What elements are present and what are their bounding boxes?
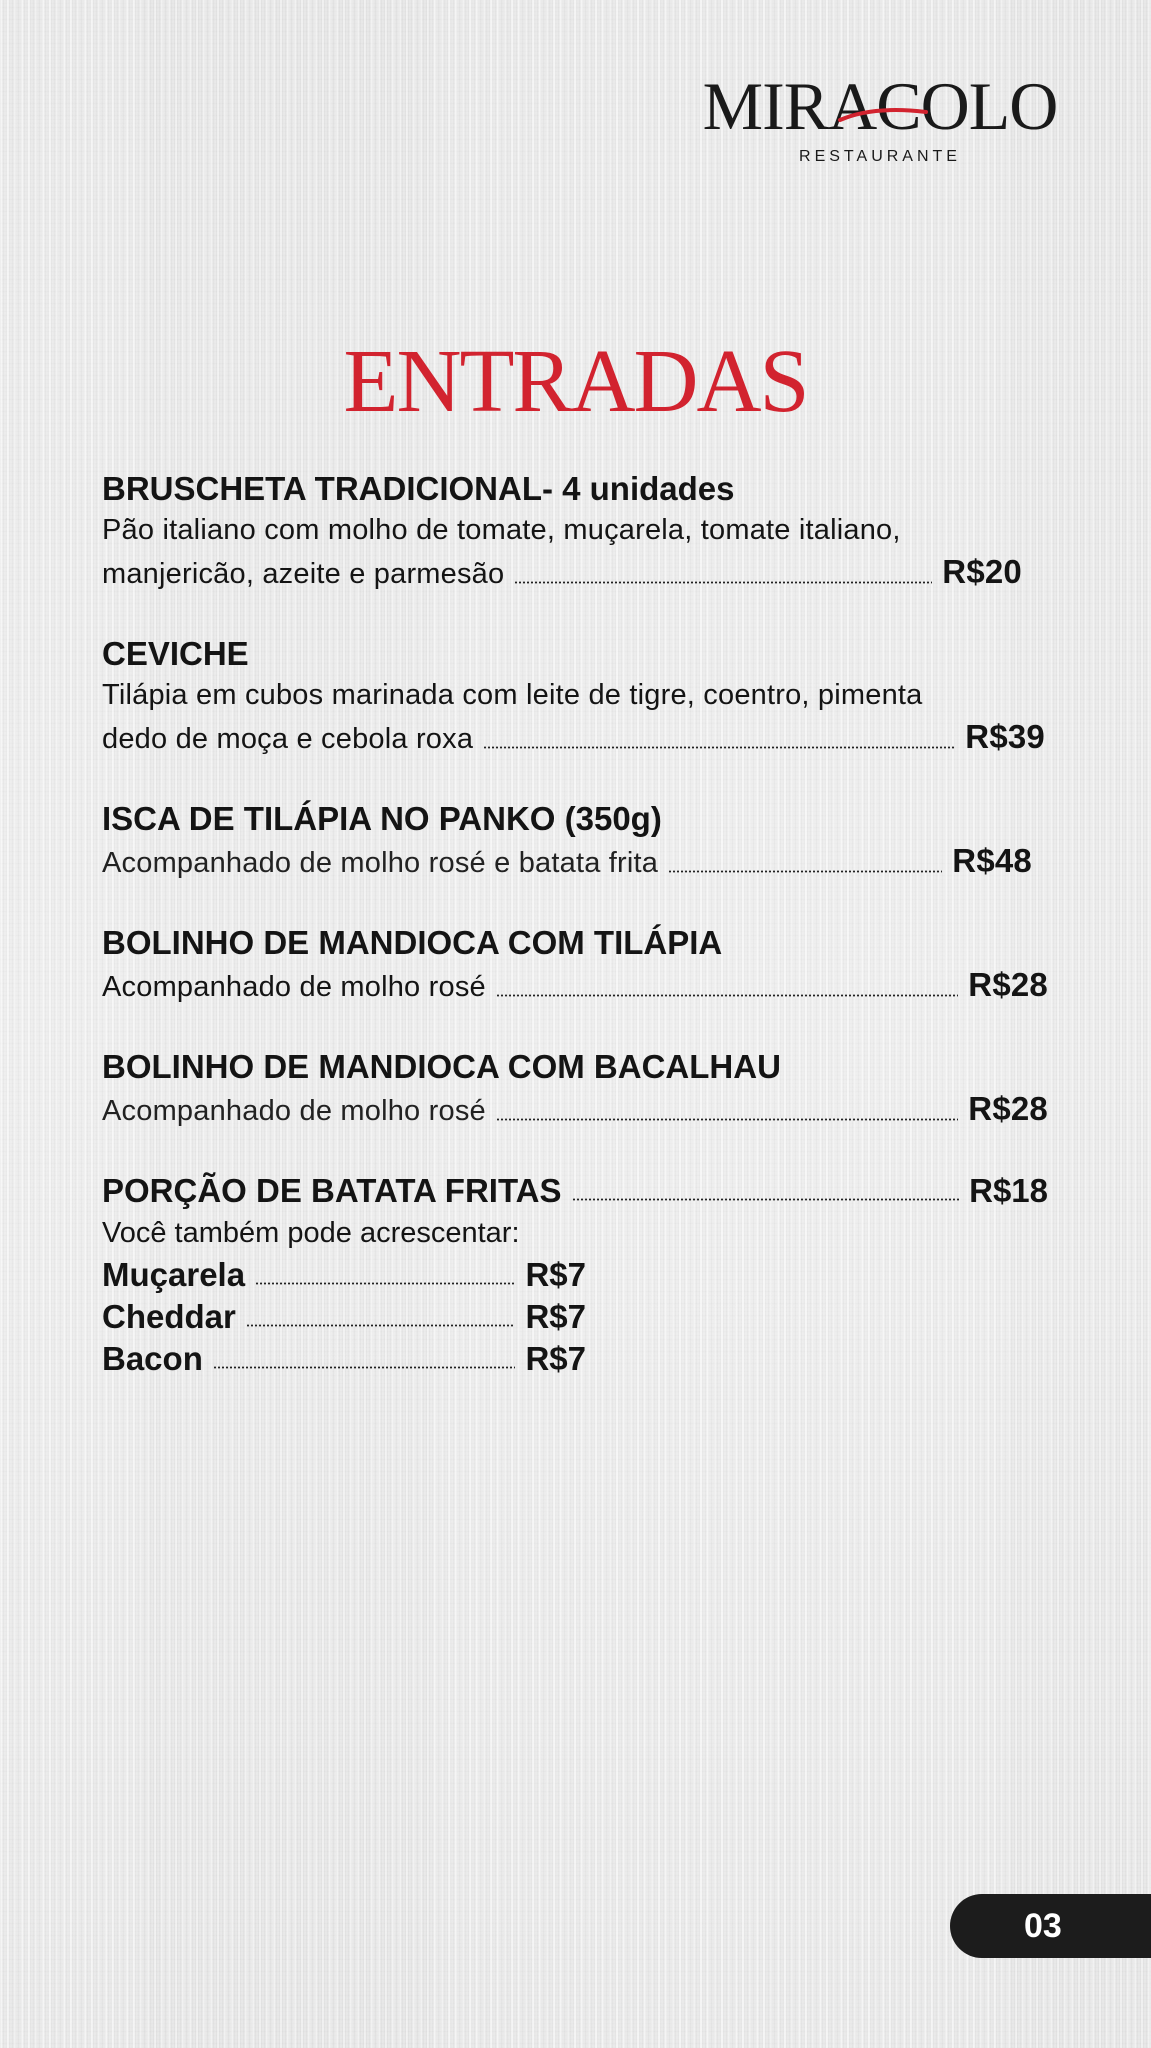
- addons-intro: Você também pode acrescentar:: [102, 1217, 520, 1249]
- addon-price: R$7: [525, 1298, 586, 1335]
- logo-swoosh-icon: [838, 104, 928, 126]
- dot-leader: [483, 746, 955, 749]
- item-price-line: [102, 840, 1032, 884]
- item-description: dedo de moça e cebola roxa: [102, 723, 474, 755]
- dot-leader: [213, 1366, 516, 1369]
- section-title: ENTRADAS: [343, 332, 808, 431]
- addon-name: Muçarela: [102, 1256, 246, 1293]
- addon-item: [102, 1254, 586, 1296]
- menu-item: [102, 1046, 1062, 1132]
- menu-item: [102, 468, 1062, 595]
- item-name: PORÇÃO DE BATATA FRITAS: [102, 1172, 562, 1209]
- menu-item: [102, 1170, 1062, 1380]
- item-name: BOLINHO DE MANDIOCA COM BACALHAU: [102, 1048, 781, 1085]
- item-description: Acompanhado de molho rosé: [102, 971, 486, 1003]
- logo-subtitle: RESTAURANTE: [799, 148, 961, 165]
- item-price-line: [102, 716, 1045, 760]
- item-price: R$28: [968, 1090, 1048, 1127]
- menu-item: [102, 798, 1062, 884]
- dot-leader: [496, 1118, 958, 1121]
- item-description: Acompanhado de molho rosé e batata frita: [102, 847, 659, 879]
- addon-item: [102, 1338, 586, 1380]
- item-description: Acompanhado de molho rosé: [102, 1095, 486, 1127]
- menu-list: [102, 468, 1062, 1380]
- restaurant-logo: [690, 68, 1070, 166]
- addon-name: Cheddar: [102, 1298, 236, 1335]
- item-price-line: [102, 1170, 1048, 1212]
- item-name: CEVICHE: [102, 635, 249, 672]
- addon-name: Bacon: [102, 1340, 203, 1377]
- item-price-line: [102, 551, 1022, 595]
- dot-leader: [246, 1324, 516, 1327]
- item-name: BOLINHO DE MANDIOCA COM TILÁPIA: [102, 924, 723, 961]
- item-name: ISCA DE TILÁPIA NO PANKO (350g): [102, 800, 662, 837]
- item-price: R$18: [969, 1172, 1048, 1209]
- addon-price: R$7: [525, 1256, 586, 1293]
- dot-leader: [514, 581, 932, 584]
- dot-leader: [572, 1198, 960, 1201]
- page-number: 03: [1024, 1906, 1062, 1945]
- item-price: R$39: [965, 718, 1045, 755]
- menu-item: [102, 633, 1062, 760]
- dot-leader: [668, 870, 942, 873]
- dot-leader: [255, 1282, 515, 1285]
- item-price-line: [102, 964, 1048, 1008]
- item-description: Pão italiano com molho de tomate, muçarela, tomate italiano,: [102, 514, 901, 546]
- menu-item: [102, 922, 1062, 1008]
- item-price: R$28: [968, 966, 1048, 1003]
- item-description: manjericão, azeite e parmesão: [102, 558, 505, 590]
- page-number-badge: [950, 1894, 1151, 1958]
- item-price: R$20: [942, 553, 1022, 590]
- item-name: BRUSCHETA TRADICIONAL- 4 unidades: [102, 470, 735, 507]
- item-description: Tilápia em cubos marinada com leite de tigre, coentro, pimenta: [102, 679, 923, 711]
- dot-leader: [496, 994, 958, 997]
- addon-price: R$7: [525, 1340, 586, 1377]
- addon-item: [102, 1296, 586, 1338]
- item-price-line: [102, 1088, 1048, 1132]
- logo-wordmark: MIRACOLO: [702, 68, 1058, 144]
- item-price: R$48: [952, 842, 1032, 879]
